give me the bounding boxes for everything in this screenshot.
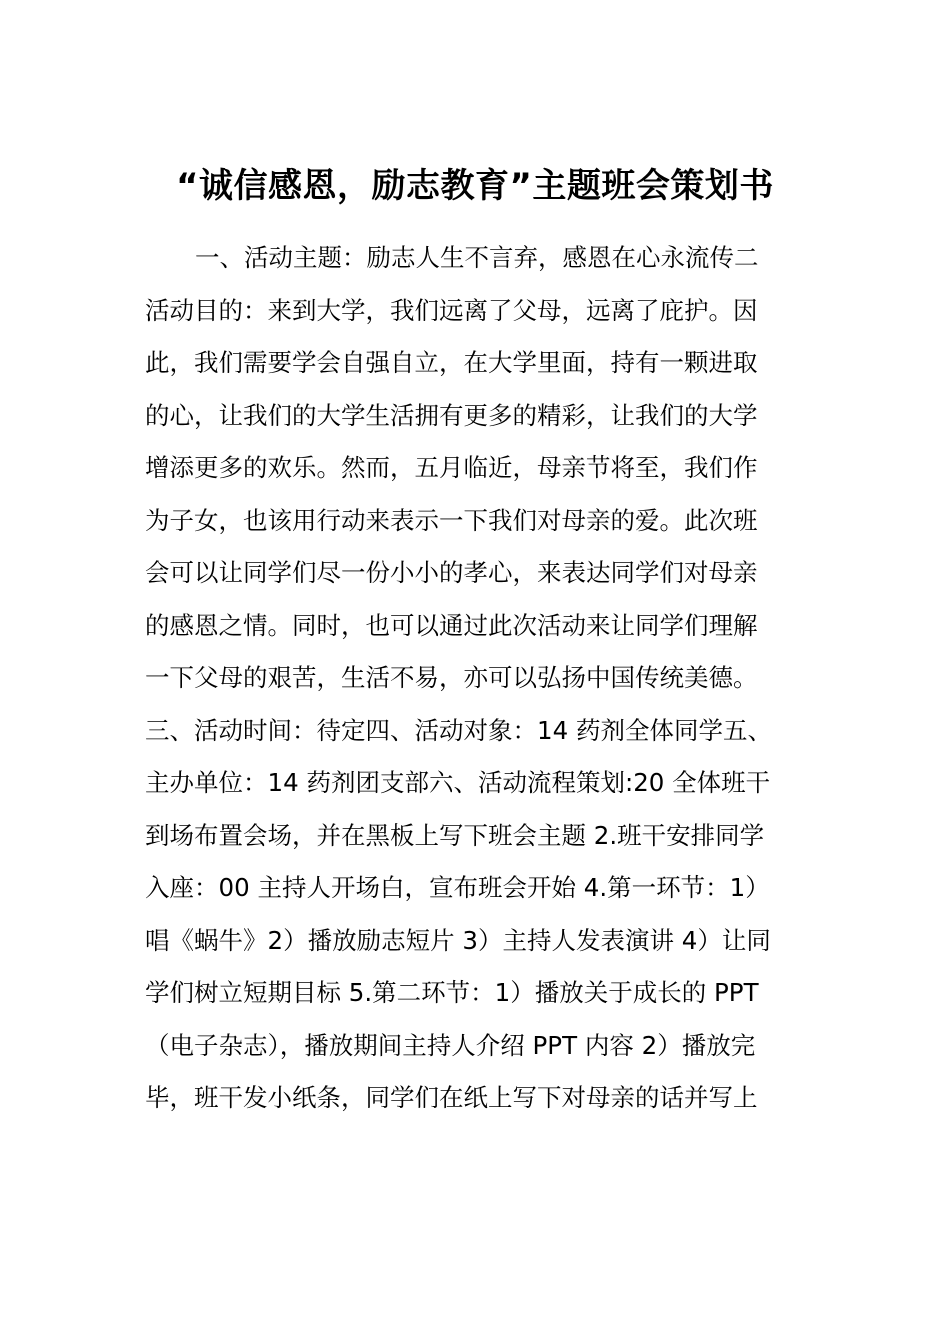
body-line: 一、活动主题：励志人生不言弃，感恩在心永流传二 bbox=[195, 243, 759, 272]
body-line: （电子杂志），播放期间主持人介绍 PPT 内容 2）播放完 bbox=[145, 1030, 756, 1060]
body-line: 会可以让同学们尽一份小小的孝心，来表达同学们对母亲 bbox=[145, 558, 758, 587]
body-line: 此，我们需要学会自强自立，在大学里面，持有一颗进取 bbox=[145, 348, 758, 377]
body-line: 的感恩之情。同时，也可以通过此次活动来让同学们理解 bbox=[145, 610, 758, 640]
document-body bbox=[145, 232, 815, 1125]
body-line: 毕，班干发小纸条，同学们在纸上写下对母亲的话并写上 bbox=[145, 1083, 758, 1112]
body-line: 活动目的：来到大学，我们远离了父母，远离了庇护。因 bbox=[145, 295, 758, 325]
body-line: 主办单位：14 药剂团支部六、活动流程策划:20 全体班干 bbox=[145, 768, 771, 797]
body-line: 入座：00 主持人开场白，宣布班会开始 4.第一环节：1） bbox=[145, 873, 770, 902]
body-line: 三、活动时间：待定四、活动对象：14 药剂全体同学五、 bbox=[145, 715, 772, 745]
body-line: 唱《蜗牛》2）播放励志短片 3）主持人发表演讲 4）让同 bbox=[145, 925, 771, 955]
body-line: 的心，让我们的大学生活拥有更多的精彩，让我们的大学 bbox=[145, 400, 758, 430]
document-title: “诚信感恩，励志教育”主题班会策划书 bbox=[176, 166, 774, 206]
body-line: 增添更多的欢乐。然而，五月临近，母亲节将至，我们作 bbox=[145, 453, 758, 482]
body-line: 学们树立短期目标 5.第二环节：1）播放关于成长的 PPT bbox=[145, 978, 759, 1007]
body-line: 为子女，也该用行动来表示一下我们对母亲的爱。此次班 bbox=[145, 505, 758, 535]
body-line: 一下父母的艰苦，生活不易，亦可以弘扬中国传统美德。 bbox=[145, 663, 758, 692]
body-line: 到场布置会场，并在黑板上写下班会主题 2.班干安排同学 bbox=[145, 820, 765, 850]
